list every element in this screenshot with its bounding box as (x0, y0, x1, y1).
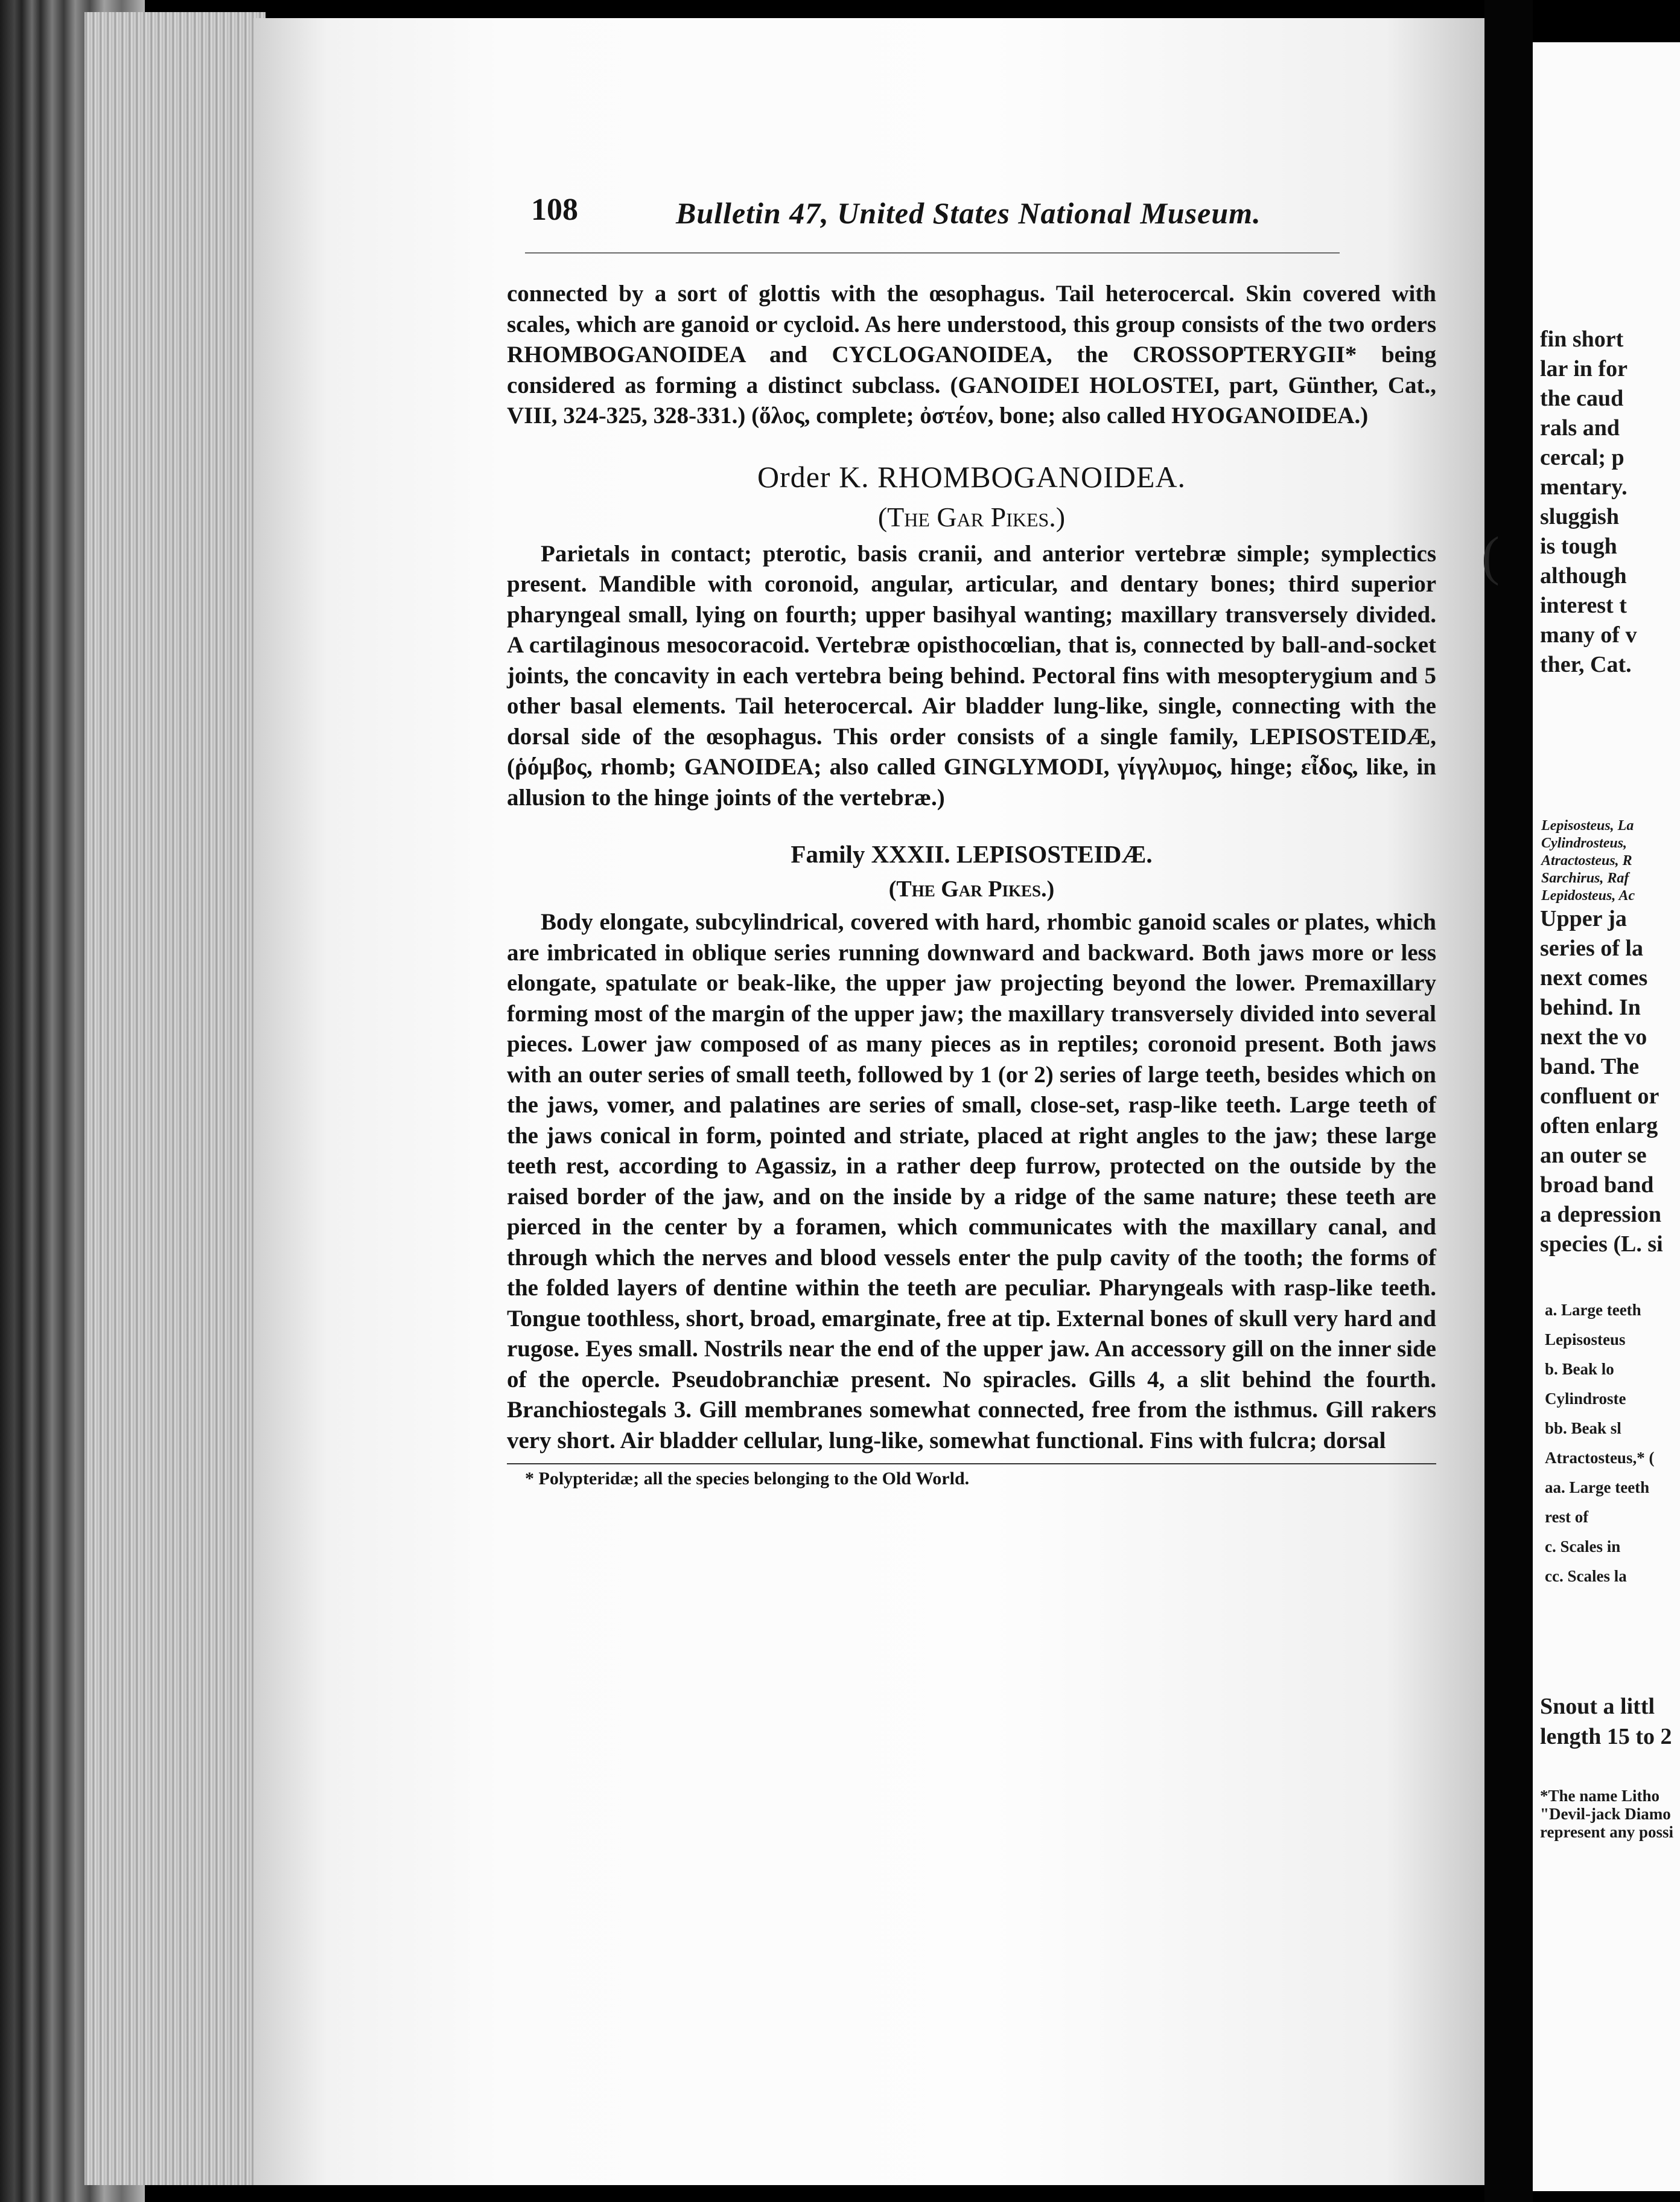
right-page-line: an outer se (1540, 1143, 1647, 1168)
order-description: Parietals in contact; pterotic, basis cranii, and anterior vertebræ simple; symplectics present. Mandible with coronoid, angular, articular, and dentary bones; third superior pharyngeal small, lying on fourth; upper basihyal wanting; maxillary transversely divided. A cartilaginous mesocoracoid. Vertebræ opisthocœlian, that is, connected by ball-and-socket joints, the concavity in each vertebra being behind. Pectoral fins with mesopterygium and 5 other basal elements. Tail heterocercal. Air bladder lung-like, single, connecting with the dorsal side of the œsophagus. This order consists of a single family, LEPISOSTEIDÆ, (ῥόμβος, rhomb; GANOIDEA; also called GINGLYMODI, γίγγλυμος, hinge; εἶδος, like, in allusion to the hinge joints of the vertebræ.) (507, 540, 1436, 811)
right-page-line: series of la (1540, 936, 1643, 961)
right-page-line: lar in for (1540, 356, 1628, 381)
right-page-line: aa. Large teeth (1545, 1478, 1650, 1496)
right-page-line: often enlarg (1540, 1113, 1658, 1138)
right-page-line: next the vo (1540, 1024, 1647, 1050)
right-page-line: Atractosteus, R (1541, 853, 1632, 869)
right-page-line: ther, Cat. (1540, 652, 1632, 677)
running-title: Bulletin 47, United States National Museum. (676, 196, 1261, 230)
page-header (531, 192, 1328, 234)
right-page-line: cc. Scales la (1545, 1567, 1627, 1585)
right-page-line: next comes (1540, 965, 1648, 991)
right-page-line: confluent or (1540, 1083, 1659, 1109)
right-page-line: interest t (1540, 593, 1627, 618)
right-page-line: mentary. (1540, 474, 1628, 500)
right-page-line: Cylindrosteus, (1541, 835, 1628, 851)
right-page-line: c. Scales in (1545, 1537, 1621, 1556)
right-page-line: b. Beak lo (1545, 1360, 1614, 1378)
family-heading: Family XXXII. LEPISOSTEIDÆ. (791, 840, 1153, 868)
right-page-line: Lepisosteus (1545, 1330, 1626, 1348)
right-page-line: length 15 to 2 (1540, 1724, 1672, 1749)
right-page-line: is tough (1540, 534, 1617, 559)
right-page-line: *The name Litho (1540, 1787, 1660, 1805)
right-page-fragment (1533, 42, 1680, 2191)
right-page-line: Lepisosteus, La (1541, 818, 1634, 834)
right-page-line: Atractosteus,* ( (1545, 1449, 1655, 1467)
footnote-rule (507, 1463, 1436, 1464)
family-description: Body elongate, subcylindrical, covered with hard, rhombic ganoid scales or plates, which are imbricated in oblique series running downward and backward. Both jaws more or less elongate, spatulate or beak-like, the upper jaw projecting beyond the lower. Premaxillary forming most of the margin of the upper jaw; the maxillary transversely divided into several pieces. Lower jaw composed of as many pieces as in reptiles; coronoid present. Both jaws with an outer series of small teeth, followed by 1 (or 2) series of large teeth, besides which on the jaws, vomer, and palatines are series of small, close-set, rasp-like teeth. Large teeth of the jaws conical in form, pointed and striate, placed at right angles to the jaw; these large teeth rest, according to Agassiz, in a rather deep furrow, protected on the outside by the raised border of the jaw, and on the inside by a ridge of the same nature; these teeth are pierced in the center by a foramen, which communicates with the maxillary canal, and through which the nerves and blood vessels enter the pulp cavity of the tooth; the forms of the folded layers of dentine within the teeth are peculiar. Pharyngeals with rasp-like teeth. Tongue toothless, short, broad, emarginate, free at tip. External bones of skull very hard and rugose. Eyes small. Nostrils near the end of the upper jaw. An accessory gill on the inner side of the opercle. Pseudobranchiæ present. No spiracles. Gills 4, a slit behind the fourth. Branchiostegals 3. Gill membranes somewhat connected, free from the isthmus. Gill rakers very short. Air bladder cellular, lung-like, somewhat functional. Fins with fulcra; dorsal (507, 909, 1436, 1454)
right-page-line: band. The (1540, 1054, 1640, 1079)
page-stack-edge (84, 12, 266, 2185)
right-page-line: fin short (1540, 327, 1624, 352)
order-heading: Order K. RHOMBOGANOIDEA. (757, 459, 1186, 494)
right-page-line: a depression (1540, 1202, 1661, 1227)
right-page-line: the caud (1540, 386, 1624, 411)
right-page-line: sluggish (1540, 504, 1619, 529)
right-page-line: rals and (1540, 415, 1620, 441)
header-rule (525, 252, 1340, 254)
order-common-name: (The Gar Pikes.) (877, 501, 1066, 532)
right-page-line: behind. In (1540, 995, 1641, 1020)
right-page-line: Lepidosteus, Ac (1541, 888, 1635, 904)
footnote: * Polypteridæ; all the species belonging to the Old World. (525, 1469, 970, 1489)
right-page-line: represent any possi (1540, 1823, 1674, 1841)
right-page-line: many of v (1540, 622, 1637, 648)
family-common-name: (The Gar Pikes.) (888, 876, 1055, 902)
right-page-line: broad band (1540, 1172, 1654, 1198)
page-number: 108 (531, 193, 578, 227)
right-page-line: Snout a littl (1540, 1694, 1655, 1719)
right-page-line: Upper ja (1540, 906, 1627, 931)
right-page-line: species (L. si (1540, 1231, 1663, 1257)
page-body (507, 279, 1436, 1491)
right-page-line: "Devil-jack Diamo (1540, 1805, 1671, 1823)
margin-mark: ( (1481, 526, 1500, 586)
right-page-line: bb. Beak sl (1545, 1419, 1621, 1437)
book-gutter (1484, 0, 1533, 2202)
right-page-line: a. Large teeth (1545, 1301, 1641, 1319)
right-page-line: cercal; p (1540, 445, 1624, 470)
right-page-line: Sarchirus, Raf (1541, 870, 1629, 886)
intro-paragraph: connected by a sort of glottis with the œsophagus. Tail heterocercal. Skin covered with scales, which are ganoid or cycloid. As here understood, this group consists of the two orders RHOMBOGANOIDEA and CYCLOGANOIDEA, the CROSSOPTERYGII* being considered as forming a distinct subclass. (GANOIDEI HOLOSTEI, part, Günther, Cat., VIII, 324-325, 328-331.) (ὅλος, complete; ὀστέον, bone; also called HYOGANOIDEA.) (507, 281, 1436, 429)
right-page-line: rest of (1545, 1508, 1589, 1526)
right-page-line: Cylindroste (1545, 1390, 1626, 1408)
right-page-line: although (1540, 563, 1627, 589)
